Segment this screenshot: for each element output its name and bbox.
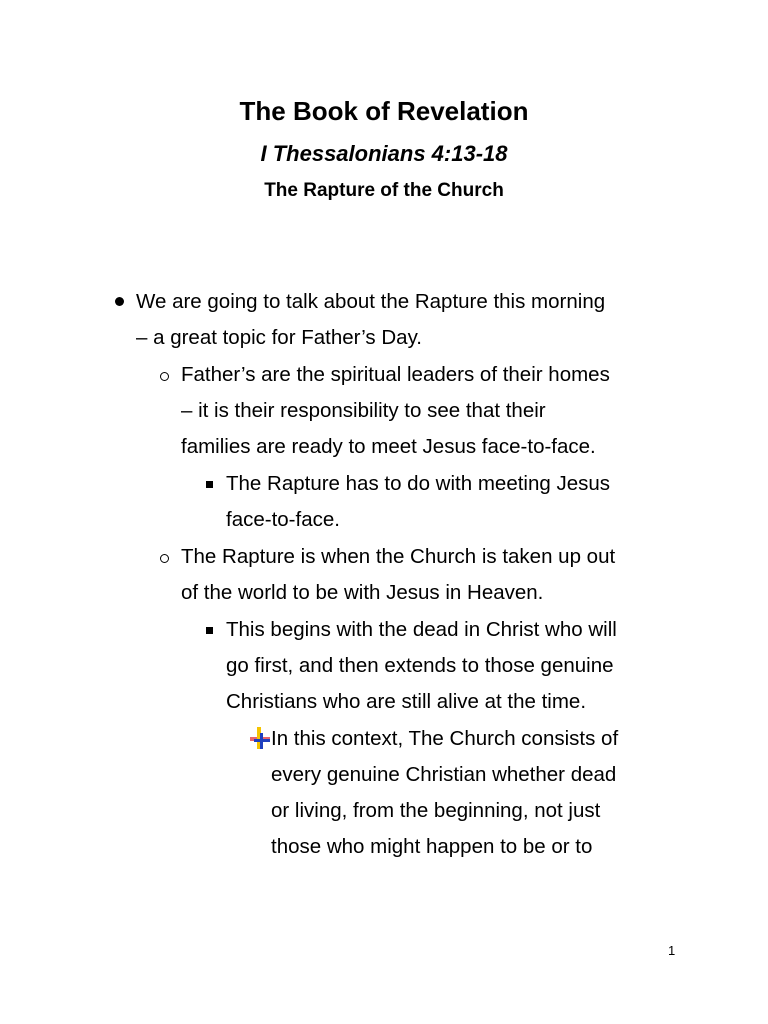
list-item-text: We are going to talk about the Rapture this morning xyxy=(136,290,606,313)
filled-square-bullet-icon xyxy=(206,627,213,634)
list-item-text: of the world to be with Jesus in Heaven. xyxy=(181,581,544,604)
list-item-text: – it is their responsibility to see that their xyxy=(181,399,546,422)
list-item-text: go first, and then extends to those genuine xyxy=(226,654,614,677)
list-item-text: face-to-face. xyxy=(226,508,340,531)
section-heading: The Rapture of the Church xyxy=(264,180,504,201)
list-item-text: The Rapture has to do with meeting Jesus xyxy=(226,472,611,495)
list-item-text: The Rapture is when the Church is taken up out xyxy=(181,545,616,568)
document-title: The Book of Revelation xyxy=(239,96,529,126)
list-item-text: In this context, The Church consists of xyxy=(271,727,619,750)
list-item-text: Father’s are the spiritual leaders of their homes xyxy=(181,363,610,386)
list-item-text: those who might happen to be or to xyxy=(271,835,593,858)
page-number: 1 xyxy=(668,943,676,958)
cross-bullet-icon xyxy=(250,727,270,749)
list-item-text: or living, from the beginning, not just xyxy=(271,799,601,822)
list-item-text: Christians who are still alive at the time. xyxy=(226,690,587,713)
filled-circle-bullet-icon xyxy=(115,297,124,306)
scripture-reference: I Thessalonians 4:13-18 xyxy=(260,141,508,166)
hollow-circle-bullet-icon xyxy=(160,372,169,381)
list-item-text: This begins with the dead in Christ who will xyxy=(226,618,617,641)
hollow-circle-bullet-icon xyxy=(160,554,169,563)
list-item-text: families are ready to meet Jesus face-to-face. xyxy=(181,435,596,458)
filled-square-bullet-icon xyxy=(206,481,213,488)
list-item-text: – a great topic for Father’s Day. xyxy=(136,326,422,349)
list-item-text: every genuine Christian whether dead xyxy=(271,763,617,786)
